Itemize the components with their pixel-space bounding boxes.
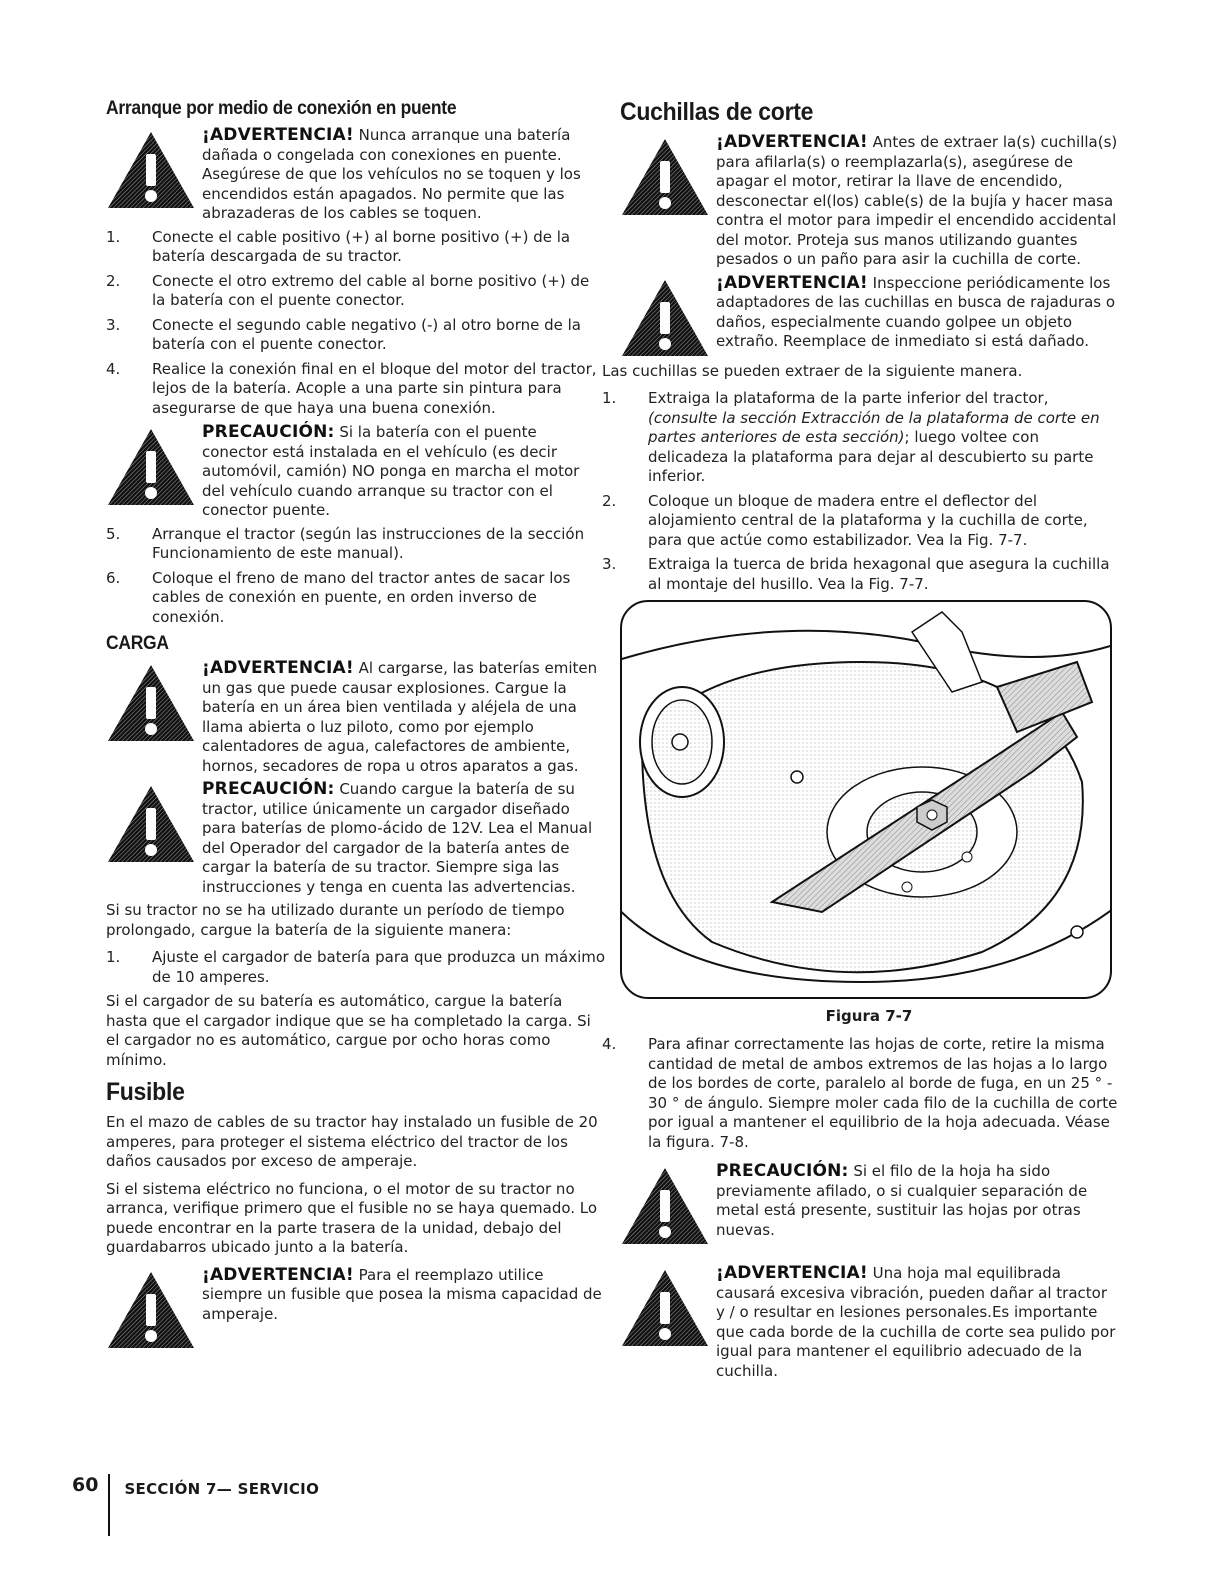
page-footer — [72, 1474, 319, 1536]
list-item: 6. Coloque el freno de mano del tractor antes de sacar los cables de conexión en puente, en orden inverso de conexión. — [106, 568, 571, 626]
figure-deck-blade — [620, 600, 1112, 999]
caution-jump-start: PRECAUCIÓN: Si la batería con el puente conector está instalada en el vehículo (es decir automóvil, camión) NO ponga en marcha el motor del vehículo cuando arranque su tractor con el conector puente. — [106, 423, 606, 521]
paragraph: En el mazo de cables de su tractor hay instalado un fusible de 20 amperes, para proteger el sistema eléctrico del tractor de los daños causados por exceso de amperaje. — [106, 1113, 598, 1170]
page-number: 60 — [72, 1474, 99, 1496]
blade-steps — [602, 389, 1118, 594]
warning-triangle-icon — [106, 130, 196, 210]
heading-carga: CARGA — [106, 633, 169, 654]
list-item: 4. Realice la conexión final en el bloque del motor del tractor, lejos de la batería. Acople a una parte sin pintura para asegurarse de que haya una buena conexión. — [106, 359, 597, 417]
warning-triangle-icon — [106, 784, 196, 864]
paragraph: Si el cargador de su batería es automático, cargue la batería hasta que el cargador indique que se ha completado la carga. Si el cargador no es automático, cargue por ocho horas como mínimo. — [106, 992, 591, 1069]
warning-triangle-icon — [620, 278, 710, 358]
warning-triangle-icon — [106, 663, 196, 743]
warning-blade-removal: ¡ADVERTENCIA! Antes de extraer la(s) cuchilla(s) para afilarla(s) o reemplazarla(s), asegúrese de apagar el motor, retirar la llave de encendido, desconectar el(los) cable(s) de la bujía y hacer masa contra el motor para impedir el encendido accidental del motor. Proteja sus manos utilizando guantes pesados o un paño para asir la cuchilla de corte. — [620, 133, 1118, 270]
warning-blade-inspect: ¡ADVERTENCIA! Inspeccione periódicamente los adaptadores de las cuchillas en busca de rajaduras o daños, especialmente cuando golpee un objeto extraño. Reemplace de inmediato si está dañado. — [620, 274, 1118, 358]
heading-cuchillas: Cuchillas de corte — [620, 98, 814, 126]
list-item: 3. Extraiga la tuerca de brida hexagonal que asegura la cuchilla al montaje del husillo. Vea la Fig. 7-7. — [602, 555, 1110, 593]
mower-deck-illustration — [622, 602, 1110, 997]
list-item: 2. Conecte el otro extremo del cable al borne positivo (+) de la batería con el puente conector. — [106, 271, 590, 309]
list-item: 1. Conecte el cable positivo (+) al borne positivo (+) de la batería descargada de su tractor. — [106, 227, 571, 265]
caution-blade: PRECAUCIÓN: Si el filo de la hoja ha sido previamente afilado, o si cualquier separación de metal está presente, sustituir las hojas por otras nuevas. — [620, 1162, 1118, 1246]
warning-triangle-icon — [620, 1166, 710, 1246]
list-item: 3. Conecte el segundo cable negativo (-) al otro borne de la batería con el puente conector. — [106, 315, 582, 353]
footer-divider — [108, 1474, 110, 1536]
warning-triangle-icon — [106, 1270, 196, 1350]
blade-steps-cont — [602, 1035, 1118, 1152]
warning-triangle-icon — [620, 1268, 710, 1348]
list-item: 5. Arranque el tractor (según las instrucciones de la sección Funcionamiento de este manual). — [106, 524, 585, 562]
jump-start-steps-cont — [106, 525, 606, 628]
warning-fuse: ¡ADVERTENCIA! Para el reemplazo utilice siempre un fusible que posea la misma capacidad de amperaje. — [106, 1266, 606, 1350]
charging-steps — [106, 948, 606, 987]
list-item: 1. Ajuste el cargador de batería para que produzca un máximo de 10 amperes. — [106, 948, 606, 986]
figure-caption: Figura 7-7 — [825, 1007, 913, 1025]
heading-fusible: Fusible — [106, 1078, 185, 1106]
warning-charging: ¡ADVERTENCIA! Al cargarse, las baterías emiten un gas que puede causar explosiones. Cargue la batería en un área bien ventilada y aléjela de una llama abierta o luz piloto, como por ejemplo calentadores de agua, calefactores de ambiente, hornos, secadores de ropa u otros aparatos a gas. — [106, 659, 606, 776]
caution-charging: PRECAUCIÓN: Cuando cargue la batería de su tractor, utilice únicamente un cargador diseñado para baterías de plomo-ácido de 12V. Lea el Manual del Operador del cargador de la batería antes de cargar la batería de su tractor. Siempre siga las instrucciones y tenga en cuenta las advertencias. — [106, 780, 606, 897]
section-label: SECCIÓN 7— SERVICIO — [124, 1480, 320, 1498]
jump-start-steps — [106, 228, 606, 419]
warning-triangle-icon — [620, 137, 710, 217]
left-column — [106, 98, 606, 1354]
warning-triangle-icon — [106, 427, 196, 507]
heading-jump-start: Arranque por medio de conexión en puente — [106, 98, 457, 119]
warning-jump-start: ¡ADVERTENCIA! Nunca arranque una batería dañada o congelada con conexiones en puente. Asegúrese de que los vehículos no se toquen y los encendidos están apagados. No permite que las abrazaderas de los cables se toquen. — [106, 126, 606, 224]
paragraph: Si el sistema eléctrico no funciona, o el motor de su tractor no arranca, verifique primero que el fusible no se haya quemado. Lo puede encontrar en la parte trasera de la unidad, debajo del guardabarros ubicado junto a la batería. — [106, 1179, 598, 1256]
paragraph: Las cuchillas se pueden extraer de la siguiente manera. — [602, 361, 1023, 380]
paragraph: Si su tractor no se ha utilizado durante un período de tiempo prolongado, cargue la batería de la siguiente manera: — [106, 901, 565, 939]
list-item: 1. Extraiga la plataforma de la parte inferior del tractor, (consulte la sección Extracción de la plataforma de corte en partes anteriores de esta sección); luego voltee con delicadeza la plataforma para dejar al descubierto su parte inferior. — [602, 389, 1100, 485]
warning-blade-balance: ¡ADVERTENCIA! Una hoja mal equilibrada causará excesiva vibración, pueden dañar al tractor y / o resultar en lesiones personales.Es importante que cada borde de la cuchilla de corte sea pulido por igual para mantener el equilibrio adecuado de la cuchilla. — [620, 1264, 1118, 1381]
list-item: 4. Para afinar correctamente las hojas de corte, retire la misma cantidad de metal de ambos extremos de las hojas a lo largo de los bordes de corte, paralelo al borde de fuga, en un 25 ° - 30 ° de ángulo. Siempre moler cada filo de la cuchilla de corte por igual a mantener el equilibrio de la hoja adecuada. Véase la figura. 7-8. — [602, 1035, 1118, 1151]
list-item: 2. Coloque un bloque de madera entre el deflector del alojamiento central de la plataforma y la cuchilla de corte, para que actúe como estabilizador. Vea la Fig. 7-7. — [602, 491, 1088, 549]
right-column — [602, 98, 1118, 1385]
